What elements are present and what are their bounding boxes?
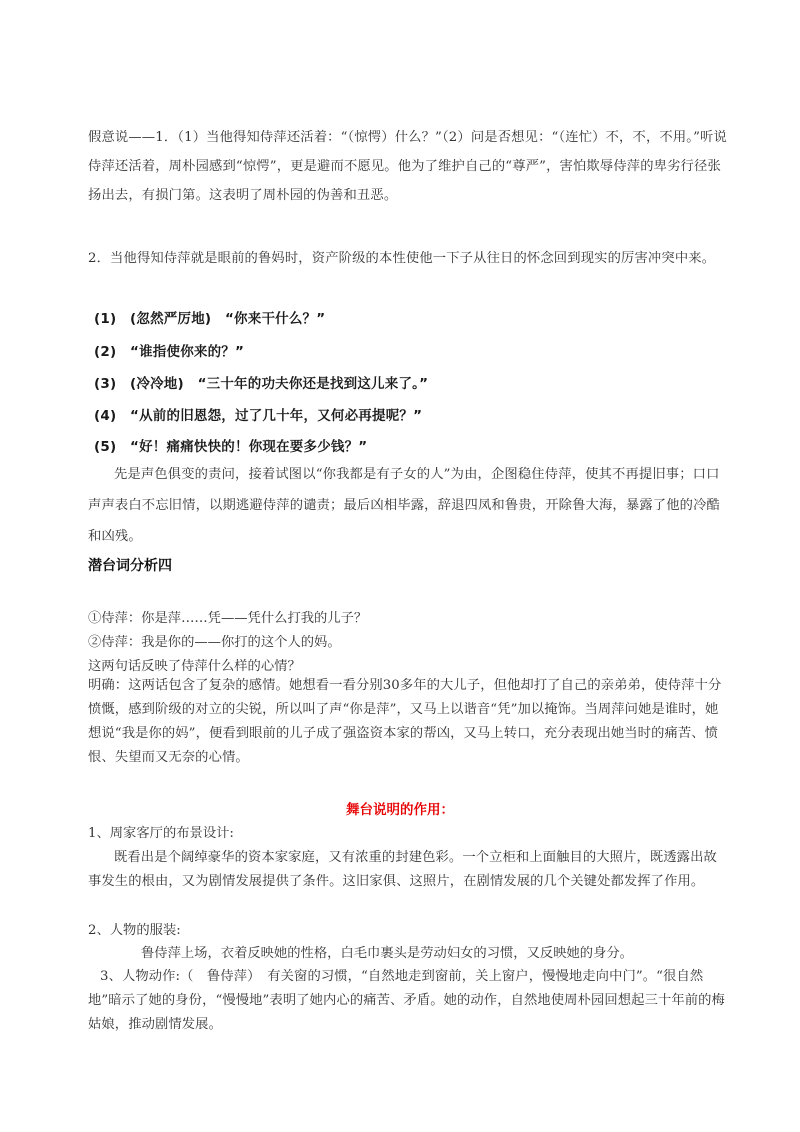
paragraph-class-nature: 2．当他得知侍萍就是眼前的鲁妈时，资产阶级的本性使他一下子从往日的怀念回到现实的厉害冲突中来。 — [88, 251, 716, 266]
quote-item-1: (1) (忽然严厉地) “你来干什么？” — [94, 311, 326, 327]
stage-item-3-text: 3、人物动作:（ 鲁侍萍） 有关窗的习惯，“自然地走到窗前，关上窗户，慢慢地走向中门”。“很自然地”暗示了她的身份，“慢慢地”表明了她内心的痛苦、矛盾。她的动作，自然地使周朴园回想起三十年前的梅姑娘，推动剧情发展。 — [88, 969, 725, 1032]
quote-item-4: (4) “从前的旧恩怨，过了几十年，又何必再提呢？” — [94, 408, 423, 424]
quote-item-2: (2) “谁指使你来的？” — [94, 344, 245, 360]
stage-item-1-text: 既看出是个阔绰豪华的资本家家庭，又有浓重的封建色彩。一个立柜和上面触目的大照片，既透露出故事发生的根由，又为剧情发展提供了条件。这旧家俱、这照片，在剧情发展的几个关键处都发挥了作用。 — [88, 850, 717, 889]
subtext-question: 这两句话反映了侍萍什么样的心情？ — [88, 659, 301, 674]
section-heading: 潜台词分析四 — [88, 558, 172, 574]
quote-item-5: (5) “好！痛痛快快的！你现在要多少钱？” — [94, 439, 368, 455]
subtext-answer: 明确：这两话包含了复杂的感情。她想看一看分别30多年的大儿子，但他却打了自己的亲弟弟，使侍萍十分愤慨，感到阶级的对立的尖锐，所以叫了声“你是萍”，又马上以谐音“凭”加以掩饰。当周萍问她是谁时，她想说“我是你的妈”，便看到眼前的儿子成了强盗资本家的帮凶，又马上转口，充分表现出她当时的痛苦、愤恨、失望而又无奈的心情。 — [88, 678, 722, 765]
subtext-line-2: ②侍萍：我是你的——你打的这个人的妈。 — [88, 635, 341, 650]
paragraph-commentary: 先是声色俱变的责问，接着试图以“你我都是有子女的人”为由，企图稳住侍萍，使其不再提旧事；口口声声表白不忘旧情，以期逃避侍萍的谴责；最后凶相毕露，辞退四凤和鲁贵，开除鲁大海，暴露了他的冷酷和凶残。 — [88, 467, 721, 544]
stage-item-2-text: 鲁侍萍上场，衣着反映她的性格，白毛巾裹头是劳动妇女的习惯，又反映她的身分。 — [141, 946, 633, 961]
stage-item-1-title: 1、周家客厅的布景设计: — [88, 826, 234, 841]
paragraph-feigned-speech: 假意说——1．（1）当他得知侍萍还活着：“（惊愕）什么？”（2）问是否想见：“（连忙）不，不，不用。”听说侍萍还活着，周朴园感到“惊愕”，更是避而不愿见。他为了维护自己的“尊严”，害怕欺辱侍萍的卑劣行径张扬出去，有损门第。这表明了周朴园的伪善和丑恶。 — [88, 130, 727, 203]
subtext-line-1: ①侍萍：你是萍……凭——凭什么打我的儿子？ — [88, 611, 368, 626]
stage-directions-title: 舞台说明的作用： — [346, 802, 454, 818]
stage-item-2-title: 2、人物的服装: — [88, 923, 181, 938]
quote-item-3: (3) (冷冷地) “三十年的功夫你还是找到这儿来了。” — [94, 376, 429, 392]
